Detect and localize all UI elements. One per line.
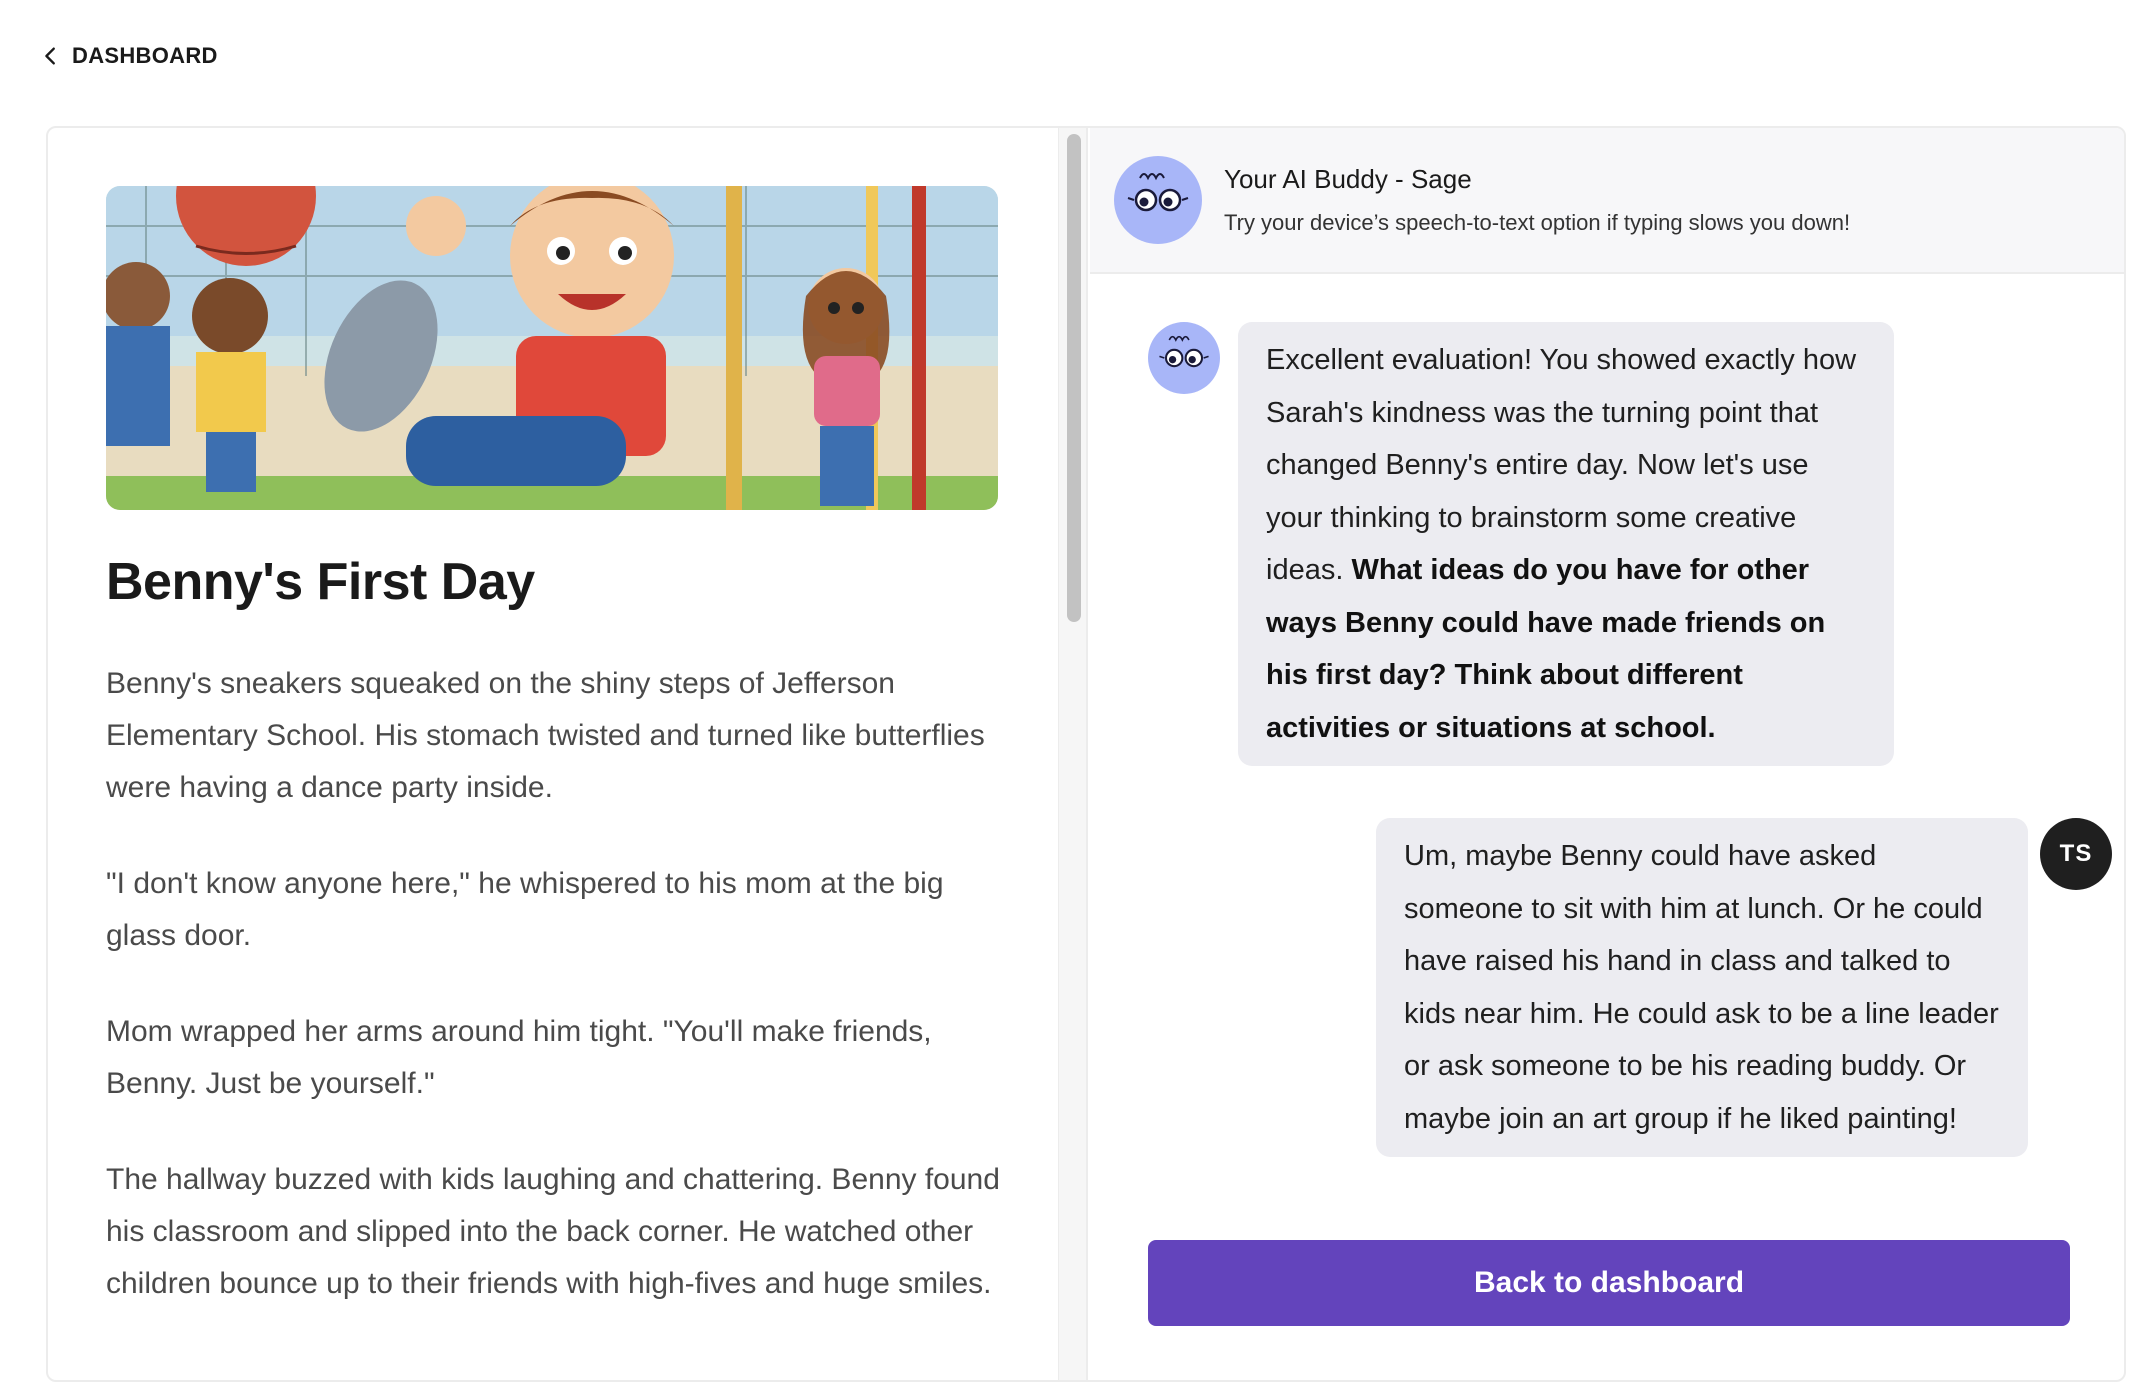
ai-buddy-avatar <box>1114 156 1202 244</box>
chat-header <box>1090 128 2124 274</box>
user-avatar: TS <box>2040 818 2112 890</box>
story-illustration <box>106 186 998 510</box>
back-link-label: DASHBOARD <box>72 43 218 68</box>
story-paragraph: Benny's sneakers squeaked on the shiny steps of Jefferson Elementary School. His stomach twisted and turned like butterflies were having a dance party inside. <box>106 667 985 804</box>
chevron-left-icon <box>40 45 62 67</box>
sage-face-icon <box>1114 156 1202 244</box>
lesson-card <box>46 126 2126 1382</box>
scrollbar-thumb[interactable] <box>1067 134 1081 622</box>
ai-message-text: Excellent evaluation! You showed exactly how Sarah's kindness was the turning point that changed Benny's entire day. Now let's use your thinking to brainstorm some creative ideas. <box>1266 344 1857 586</box>
story-title: Benny's First Day <box>106 553 535 611</box>
story-scrollbar[interactable] <box>1058 128 1088 1380</box>
story-image <box>106 186 998 510</box>
story-paragraph: "I don't know anyone here," he whispered to his mom at the big glass door. <box>106 867 944 952</box>
ai-message-question: What ideas do you have for other ways Benny could have made friends on his first day? Think about different activities or situations at school. <box>1266 554 1826 744</box>
chat-pane <box>1090 128 2124 1380</box>
story-paragraph: The hallway buzzed with kids laughing and chattering. Benny found his classroom and slipped into the back corner. He watched other children bounce up to their friends with high-fives and huge smiles. <box>106 1163 1000 1300</box>
sage-face-icon <box>1148 322 1220 394</box>
story-paragraph: Mom wrapped her arms around him tight. "You'll make friends, Benny. Just be yourself." <box>106 1015 932 1100</box>
chat-title: Your AI Buddy - Sage <box>1224 164 1472 194</box>
ai-message-avatar <box>1148 322 1220 394</box>
story-text <box>106 658 1006 1354</box>
ai-message-bubble <box>1238 322 1894 766</box>
back-to-dashboard-button[interactable]: Back to dashboard <box>1148 1240 2070 1326</box>
user-message-text: Um, maybe Benny could have asked someone to sit with him at lunch. Or he could have raised his hand in class and talked to kids near him. He could ask to be a line leader or ask someone to be his reading buddy. Or maybe join an art group if he liked painting! <box>1404 840 1999 1135</box>
back-to-dashboard-link[interactable] <box>40 36 218 76</box>
user-message-bubble <box>1376 818 2028 1157</box>
story-pane <box>48 128 1058 1380</box>
chat-subtitle: Try your device’s speech-to-text option if typing slows you down! <box>1224 210 1851 235</box>
